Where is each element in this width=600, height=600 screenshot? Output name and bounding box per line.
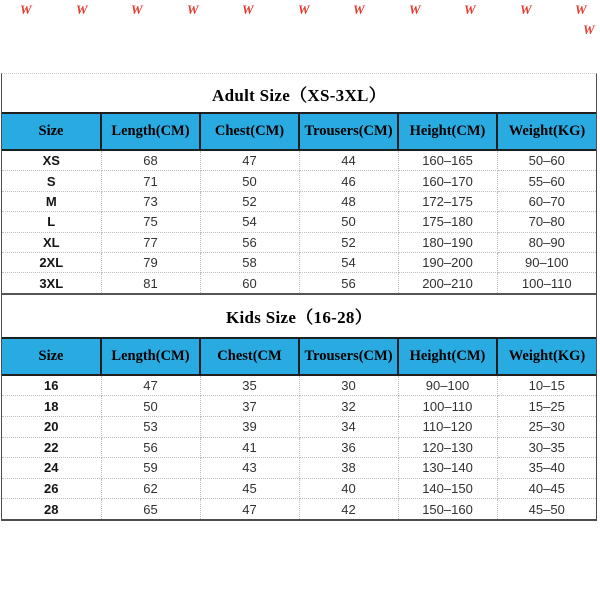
- value-cell: 59: [101, 458, 200, 479]
- watermark-w-icon: W: [131, 2, 143, 17]
- table-row: [2, 252, 596, 272]
- value-cell: 175–180: [398, 212, 497, 232]
- watermark-w-icon: W: [187, 2, 199, 17]
- size-cell: 24: [2, 458, 101, 479]
- column-header: Weight(KG): [497, 113, 596, 150]
- value-cell: 62: [101, 478, 200, 499]
- watermark-w-icon: W: [242, 2, 254, 17]
- value-cell: 46: [299, 171, 398, 191]
- value-cell: 75: [101, 212, 200, 232]
- value-cell: 81: [101, 273, 200, 294]
- value-cell: 160–165: [398, 150, 497, 171]
- watermark-w-icon: W: [20, 2, 32, 17]
- value-cell: 10–15: [497, 375, 596, 396]
- size-cell: 28: [2, 499, 101, 519]
- value-cell: 40–45: [497, 478, 596, 499]
- value-cell: 70–80: [497, 212, 596, 232]
- value-cell: 55–60: [497, 171, 596, 191]
- column-header: Length(CM): [101, 338, 200, 375]
- value-cell: 73: [101, 191, 200, 211]
- value-cell: 39: [200, 416, 299, 437]
- value-cell: 43: [200, 458, 299, 479]
- value-cell: 190–200: [398, 252, 497, 272]
- size-chart-sheet: [1, 73, 597, 521]
- value-cell: 50: [299, 212, 398, 232]
- size-cell: L: [2, 212, 101, 232]
- value-cell: 25–30: [497, 416, 596, 437]
- value-cell: 38: [299, 458, 398, 479]
- column-header: Height(CM): [398, 338, 497, 375]
- kids-size-table: [2, 337, 596, 519]
- table-row: [2, 375, 596, 396]
- value-cell: 172–175: [398, 191, 497, 211]
- table-row: [2, 396, 596, 417]
- size-cell: 3XL: [2, 273, 101, 294]
- value-cell: 65: [101, 499, 200, 519]
- table-row: [2, 212, 596, 232]
- value-cell: 90–100: [398, 375, 497, 396]
- value-cell: 54: [299, 252, 398, 272]
- value-cell: 35: [200, 375, 299, 396]
- value-cell: 47: [200, 150, 299, 171]
- value-cell: 71: [101, 171, 200, 191]
- value-cell: 58: [200, 252, 299, 272]
- value-cell: 37: [200, 396, 299, 417]
- value-cell: 60: [200, 273, 299, 294]
- value-cell: 56: [200, 232, 299, 252]
- watermark-w-icon: W: [409, 2, 421, 17]
- value-cell: 180–190: [398, 232, 497, 252]
- table-row: [2, 499, 596, 519]
- value-cell: 45–50: [497, 499, 596, 519]
- value-cell: 60–70: [497, 191, 596, 211]
- value-cell: 120–130: [398, 437, 497, 458]
- adult-section-title: Adult Size（XS-3XL）: [212, 85, 386, 105]
- value-cell: 15–25: [497, 396, 596, 417]
- value-cell: 32: [299, 396, 398, 417]
- size-cell: 26: [2, 478, 101, 499]
- value-cell: 34: [299, 416, 398, 437]
- table-row: [2, 273, 596, 294]
- size-cell: XS: [2, 150, 101, 171]
- value-cell: 48: [299, 191, 398, 211]
- value-cell: 50–60: [497, 150, 596, 171]
- value-cell: 140–150: [398, 478, 497, 499]
- watermark-w-icon: W: [298, 2, 310, 17]
- watermark-w-icon: W: [575, 2, 587, 17]
- value-cell: 56: [101, 437, 200, 458]
- adult-size-table: [2, 112, 596, 295]
- value-cell: 47: [101, 375, 200, 396]
- size-cell: 18: [2, 396, 101, 417]
- value-cell: 47: [200, 499, 299, 519]
- value-cell: 35–40: [497, 458, 596, 479]
- column-header: Trousers(CM): [299, 338, 398, 375]
- value-cell: 52: [299, 232, 398, 252]
- watermark-w-icon: W: [583, 22, 595, 37]
- column-header: Trousers(CM): [299, 113, 398, 150]
- value-cell: 50: [101, 396, 200, 417]
- size-cell: 20: [2, 416, 101, 437]
- kids-section-title: Kids Size（16-28）: [226, 308, 372, 328]
- value-cell: 68: [101, 150, 200, 171]
- size-cell: XL: [2, 232, 101, 252]
- value-cell: 160–170: [398, 171, 497, 191]
- value-cell: 50: [200, 171, 299, 191]
- value-cell: 80–90: [497, 232, 596, 252]
- table-row: [2, 232, 596, 252]
- value-cell: 200–210: [398, 273, 497, 294]
- size-cell: M: [2, 191, 101, 211]
- value-cell: 54: [200, 212, 299, 232]
- value-cell: 52: [200, 191, 299, 211]
- table-row: [2, 171, 596, 191]
- table-row: [2, 458, 596, 479]
- table-row: [2, 191, 596, 211]
- size-cell: 2XL: [2, 252, 101, 272]
- column-header: Length(CM): [101, 113, 200, 150]
- value-cell: 90–100: [497, 252, 596, 272]
- column-header: Weight(KG): [497, 338, 596, 375]
- value-cell: 130–140: [398, 458, 497, 479]
- value-cell: 30–35: [497, 437, 596, 458]
- watermark-w-icon: W: [464, 2, 476, 17]
- value-cell: 40: [299, 478, 398, 499]
- watermark-w-icon: W: [353, 2, 365, 17]
- value-cell: 77: [101, 232, 200, 252]
- size-cell: S: [2, 171, 101, 191]
- table-row: [2, 478, 596, 499]
- value-cell: 36: [299, 437, 398, 458]
- column-header: Size: [2, 338, 101, 375]
- watermark-w-icon: W: [76, 2, 88, 17]
- value-cell: 79: [101, 252, 200, 272]
- value-cell: 150–160: [398, 499, 497, 519]
- value-cell: 100–110: [398, 396, 497, 417]
- header-row: [2, 338, 596, 375]
- column-header: Height(CM): [398, 113, 497, 150]
- value-cell: 42: [299, 499, 398, 519]
- watermark-w-icon: W: [520, 2, 532, 17]
- value-cell: 30: [299, 375, 398, 396]
- value-cell: 100–110: [497, 273, 596, 294]
- value-cell: 56: [299, 273, 398, 294]
- table-row: [2, 416, 596, 437]
- value-cell: 44: [299, 150, 398, 171]
- header-row: [2, 113, 596, 150]
- column-header: Chest(CM): [200, 113, 299, 150]
- size-cell: 22: [2, 437, 101, 458]
- size-cell: 16: [2, 375, 101, 396]
- value-cell: 41: [200, 437, 299, 458]
- table-row: [2, 437, 596, 458]
- value-cell: 110–120: [398, 416, 497, 437]
- column-header: Chest(CM: [200, 338, 299, 375]
- value-cell: 53: [101, 416, 200, 437]
- column-header: Size: [2, 113, 101, 150]
- value-cell: 45: [200, 478, 299, 499]
- table-row: [2, 150, 596, 171]
